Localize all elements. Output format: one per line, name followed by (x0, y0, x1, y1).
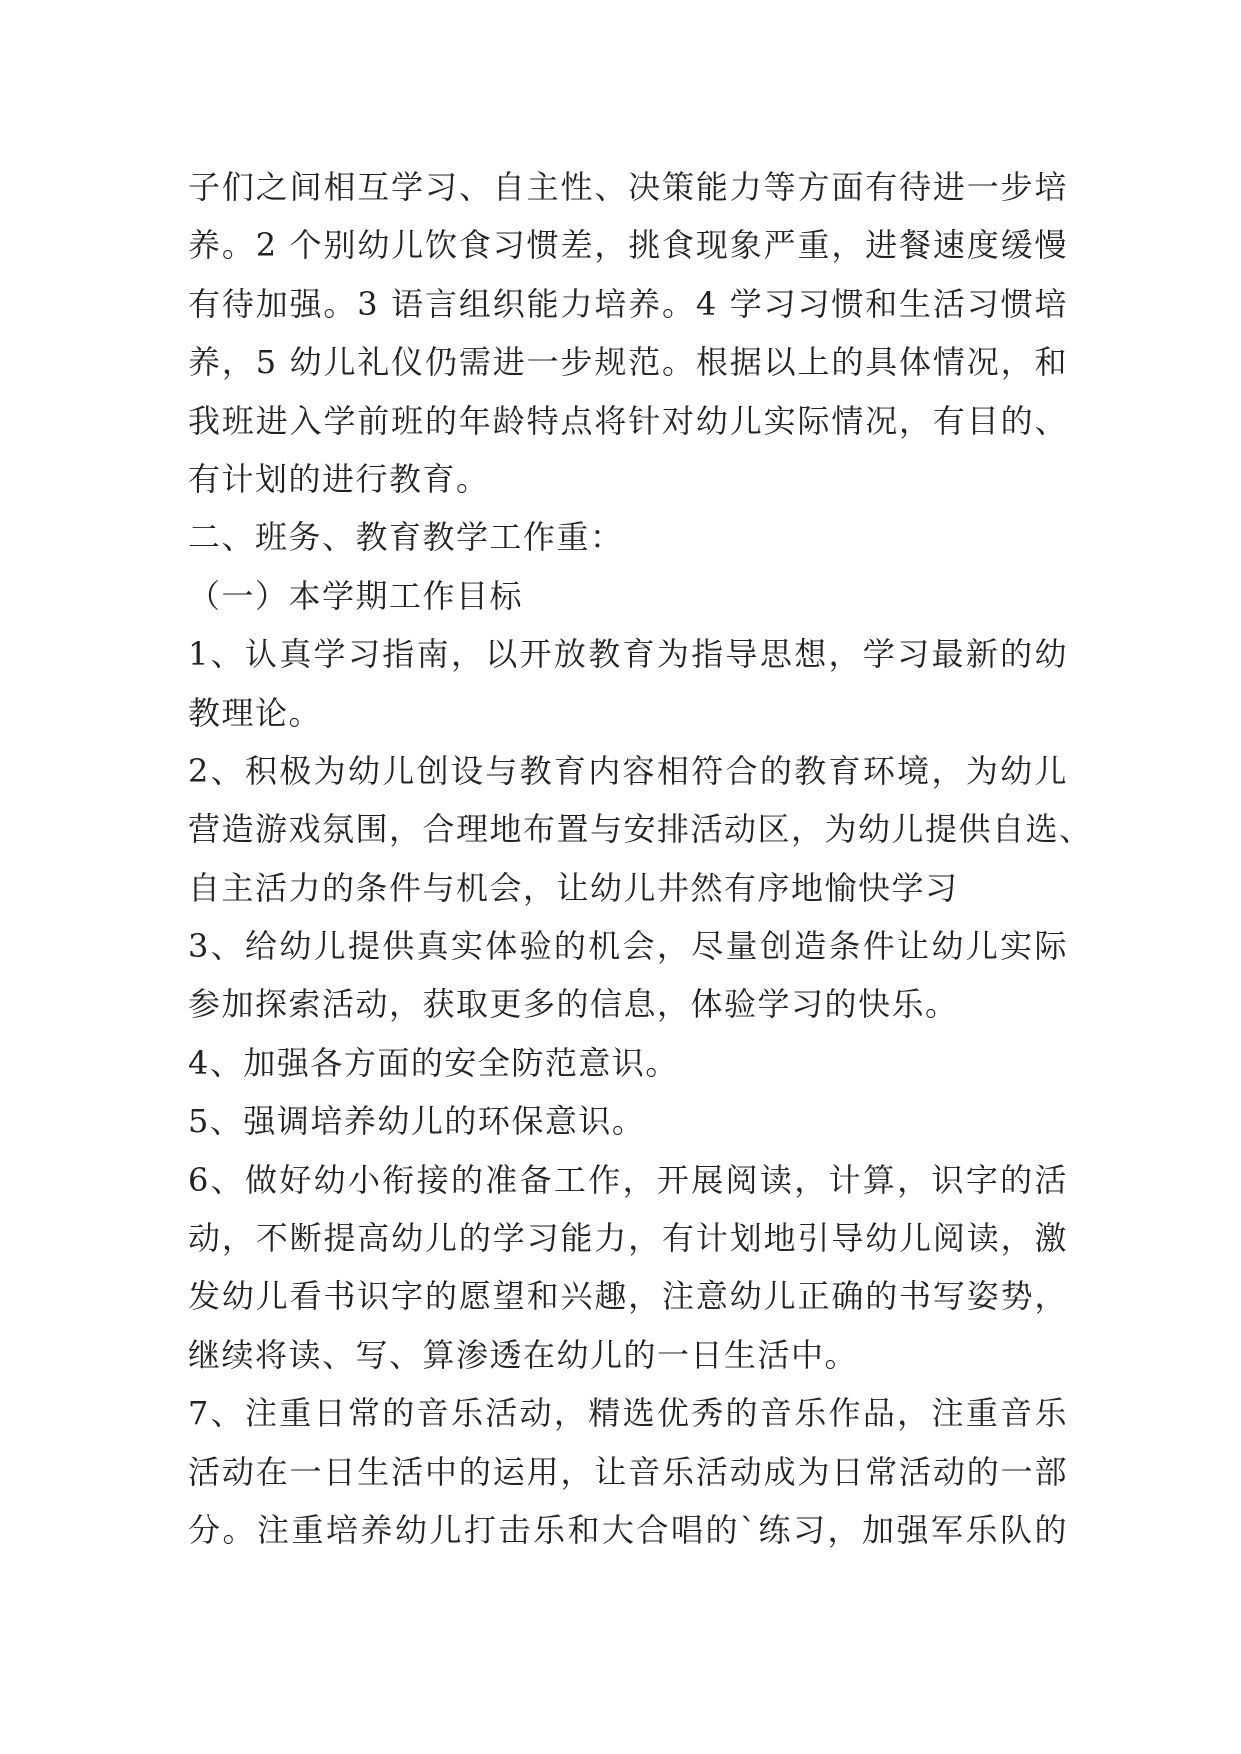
paragraph-line: 子们之间相互学习、自主性、决策能力等方面有待进一步培 (188, 168, 1068, 206)
list-item-line: 教理论。 (188, 693, 323, 732)
list-item-line: 活动在一日生活中的运用，让音乐活动成为日常活动的一部 (188, 1452, 1068, 1491)
paragraph-line: 有待加强。3 语言组织能力培养。4 学习习惯和生活习惯培 (188, 284, 1068, 323)
list-item-line: 发幼儿看书识字的愿望和兴趣，注意幼儿正确的书写姿势， (188, 1277, 1068, 1316)
list-item-line: 3、给幼儿提供真实体验的机会，尽量创造条件让幼儿实际 (188, 927, 1068, 966)
paragraph-line: 有计划的进行教育。 (188, 459, 490, 498)
body-text (188, 158, 1093, 1559)
paragraph-line: 养，5 幼儿礼仪仍需进一步规范。根据以上的具体情况，和 (188, 343, 1068, 382)
list-item-line: 分。注重培养幼儿打击乐和大合唱的`练习，加强军乐队的 (188, 1510, 1068, 1549)
list-item-line: 2、积极为幼儿创设与教育内容相符合的教育环境，为幼儿 (188, 751, 1068, 790)
list-item-line: 自主活力的条件与机会，让幼儿井然有序地愉快学习 (188, 868, 959, 907)
list-item-line: 4、加强各方面的安全防范意识。 (188, 1043, 679, 1082)
paragraph-line: 我班进入学前班的年龄特点将针对幼儿实际情况，有目的、 (188, 401, 1068, 440)
list-item-line: 营造游戏氛围，合理地布置与安排活动区，为幼儿提供自选、 (188, 810, 1093, 849)
list-item-line: 参加探索活动，获取更多的信息，体验学习的快乐。 (188, 985, 959, 1024)
list-item-line: 继续将读、写、算渗透在幼儿的一日生活中。 (188, 1335, 859, 1374)
list-item-line: 6、做好幼小衔接的准备工作，开展阅读，计算，识字的活 (188, 1160, 1068, 1199)
section-heading: 二、班务、教育教学工作重： (188, 518, 624, 557)
subsection-heading: （一）本学期工作目标 (188, 576, 524, 615)
paragraph-line: 养。2 个别幼儿饮食习惯差，挑食现象严重，进餐速度缓慢 (188, 226, 1068, 265)
list-item-line: 1、认真学习指南，以开放教育为指导思想，学习最新的幼 (188, 635, 1068, 674)
list-item-line: 动，不断提高幼儿的学习能力，有计划地引导幼儿阅读，激 (188, 1219, 1068, 1258)
list-item-line: 5、强调培养幼儿的环保意识。 (188, 1102, 646, 1141)
list-item-line: 7、注重日常的音乐活动，精选优秀的音乐作品，注重音乐 (188, 1394, 1068, 1433)
